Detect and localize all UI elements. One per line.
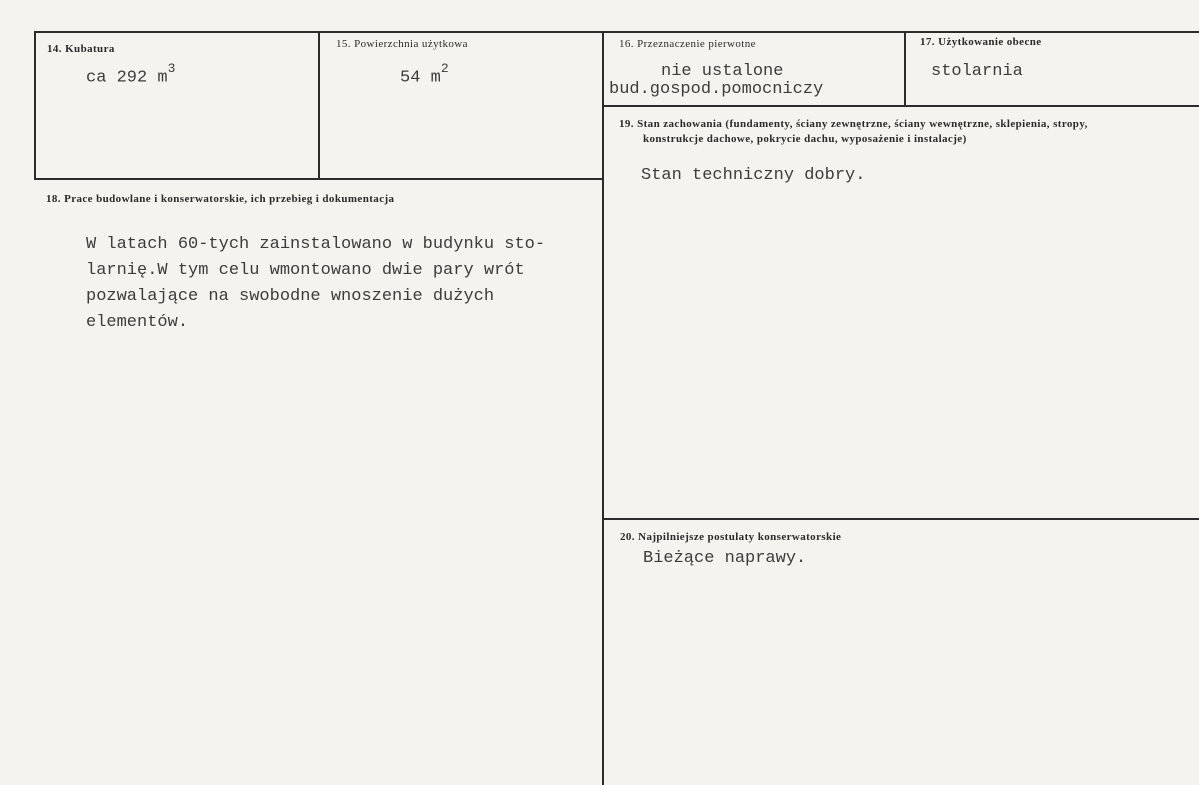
divider-field20 xyxy=(603,518,1199,520)
field18-line: larnię.W tym celu wmontowano dwie pary wrót xyxy=(86,261,525,280)
field14-value xyxy=(86,61,176,88)
field14-label: 14. Kubatura xyxy=(47,43,115,55)
field15-value xyxy=(400,61,449,88)
field19-label-line2: konstrukcje dachowe, pokrycie dachu, wyposażenie i instalacje) xyxy=(643,133,967,145)
left-border xyxy=(34,31,36,179)
divider-16-17 xyxy=(904,31,906,106)
field16-value-line2: bud.gospod.pomocniczy xyxy=(609,80,824,99)
field20-value: Bieżące naprawy. xyxy=(643,549,807,568)
field19-value: Stan techniczny dobry. xyxy=(641,166,866,185)
field20-label: 20. Najpilniejsze postulaty konserwatorskie xyxy=(620,531,842,543)
field15-value-text: 54 m xyxy=(400,68,441,88)
field18-label: 18. Prace budowlane i konserwatorskie, ich przebieg i dokumentacja xyxy=(46,193,395,205)
field16-label: 16. Przeznaczenie pierwotne xyxy=(619,38,756,50)
field16-value-line1: nie ustalone xyxy=(661,62,784,81)
field19-label-line1: 19. Stan zachowania (fundamenty, ściany zewnętrzne, ściany wewnętrzne, sklepienia, stropy, xyxy=(619,118,1088,130)
divider-center xyxy=(602,31,604,785)
top-border xyxy=(34,31,1199,33)
field18-line: pozwalające na swobodne wnoszenie dużych xyxy=(86,287,495,306)
field18-line: W latach 60-tych zainstalowano w budynku sto- xyxy=(86,235,546,254)
field17-label: 17. Użytkowanie obecne xyxy=(920,36,1042,48)
field17-value: stolarnia xyxy=(931,62,1023,81)
field18-line: elementów. xyxy=(86,313,189,332)
field14-value-text: ca 292 m xyxy=(86,68,168,88)
field15-label: 15. Powierzchnia użytkowa xyxy=(336,38,468,50)
field14-exponent: 3 xyxy=(167,61,176,76)
divider-row1-right xyxy=(603,105,1199,107)
divider-14-15 xyxy=(318,31,320,179)
field18-text xyxy=(86,232,545,336)
field15-exponent: 2 xyxy=(440,61,449,76)
